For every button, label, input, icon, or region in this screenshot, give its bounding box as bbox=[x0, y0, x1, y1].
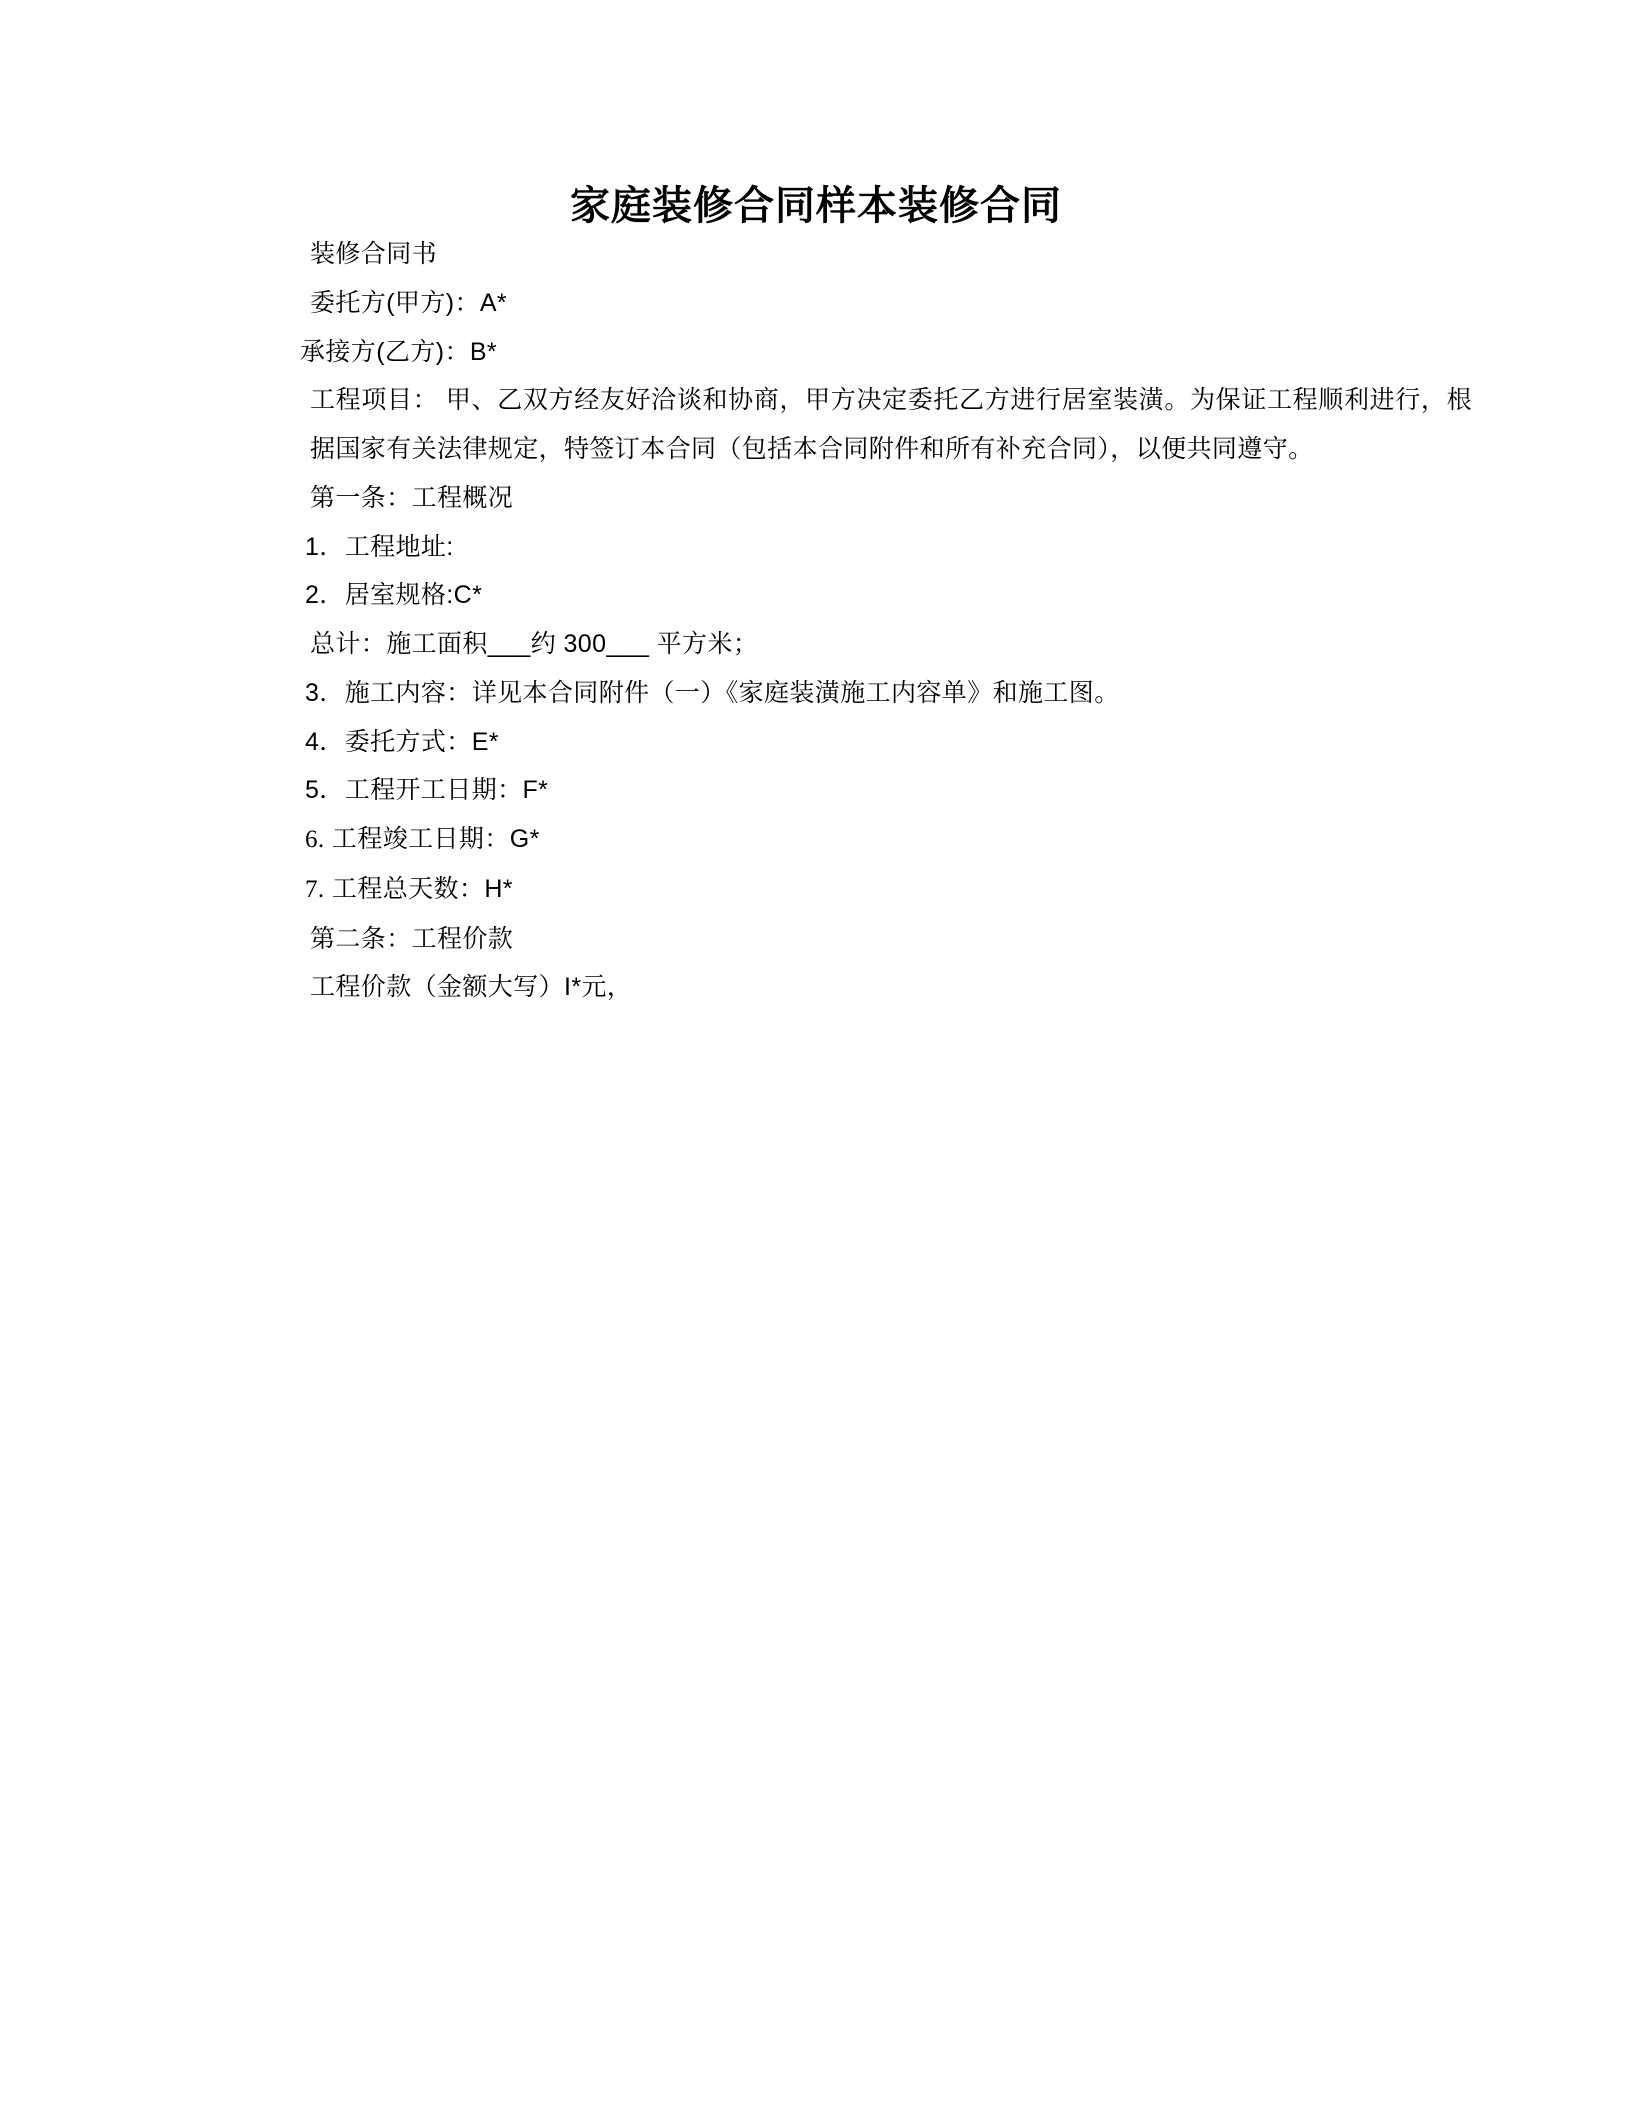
item-6-number: 6. bbox=[305, 826, 325, 853]
paragraph-price: 工程价款（金额大写）I*元， bbox=[310, 973, 633, 1002]
paragraph-article-1: 第一条：工程概况 bbox=[310, 483, 514, 512]
paragraph-project-intro: 工程项目： 甲、乙双方经友好洽谈和协商，甲方决定委托乙方进行居室装潢。为保证工程顺利进行，根据国家有关法律规定，特签订本合同（包括本合同附件和所有补充合同），以便共同遵守。 bbox=[310, 386, 1472, 463]
paragraph-subtitle: 装修合同书 bbox=[310, 240, 438, 268]
paragraph-item-7 bbox=[300, 865, 1482, 915]
item-7-number: 7. bbox=[305, 875, 325, 903]
paragraph-item-1: 1．工程地址: bbox=[305, 532, 454, 561]
paragraph-article-2: 第二条：工程价款 bbox=[310, 924, 514, 953]
paragraph-item-total: 总计：施工面积___约 300___ 平方米； bbox=[310, 630, 759, 658]
paragraph-party-b: 承接方(乙方)：B* bbox=[300, 337, 498, 366]
paragraph-item-5: 5．工程开工日期：F* bbox=[305, 776, 549, 805]
item-7-text: 工程总天数：H* bbox=[331, 874, 513, 903]
page-title: 家庭装修合同样本装修合同 bbox=[570, 184, 1062, 228]
paragraph-party-a: 委托方(甲方)：A* bbox=[310, 288, 508, 317]
paragraph-item-3: 3．施工内容：详见本合同附件（一）《家庭装潢施工内容单》和施工图。 bbox=[305, 678, 1120, 707]
document-body bbox=[0, 230, 1632, 1012]
paragraph-item-6 bbox=[300, 815, 1482, 865]
paragraph-item-4: 4．委托方式：E* bbox=[305, 727, 499, 756]
item-6-text: 工程竣工日期：G* bbox=[331, 825, 540, 853]
paragraph-item-2: 2．居室规格:C* bbox=[305, 581, 483, 610]
